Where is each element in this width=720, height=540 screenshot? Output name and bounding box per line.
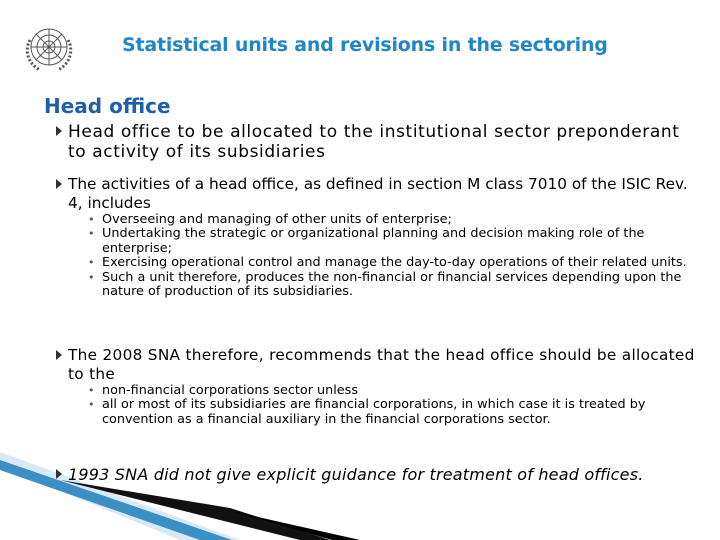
bullet-item <box>44 122 700 166</box>
sub-item-text: Overseeing and managing of other units of enterprise; <box>102 212 452 227</box>
bullet-text: 1993 SNA did not give explicit guidance for treatment of head offices. <box>68 465 644 484</box>
sub-item-text: Exercising operational control and manage the day-to-day operations of their related units. <box>102 255 687 271</box>
sub-list-item: • Overseeing and managing of other units of enterprise; <box>88 212 452 227</box>
sub-list-item: • non-financial corporations sector unless <box>88 383 359 398</box>
bullet-item <box>44 175 700 335</box>
sub-list-item: • Exercising operational control and manage the day-to-day operations of their related units. <box>88 255 687 271</box>
bullet-text: Head office to be allocated to the institutional sector preponderant to activity of its subsidiaries <box>68 122 680 162</box>
bullet-item <box>44 346 700 446</box>
sub-item-text: non-financial corporations sector unless <box>102 383 359 398</box>
sub-list <box>88 213 700 299</box>
bullet-arrow-icon <box>56 350 62 360</box>
bullet-text: The activities of a head office, as defined in section M class 7010 of the ISIC Rev. 4, includes <box>68 175 688 212</box>
sub-list-item: • Such a unit therefore, produces the non-financial or financial services depending upon the nature of production of its subsidiaries. <box>88 269 682 300</box>
sub-list-item: • all or most of its subsidiaries are financial corporations, in which case it is treated by convention as a financial auxiliary in the financial corporations sector. <box>88 397 646 427</box>
bullet-arrow-icon <box>56 469 62 479</box>
decorative-swoosh <box>0 440 720 540</box>
bullet-text: The 2008 SNA therefore, recommends that the head office should be allocated to the <box>68 346 695 383</box>
sub-item-text: all or most of its subsidiaries are financial corporations, in which case it is treated by convention as a financial auxiliary in the financial corporations sector. <box>102 397 646 427</box>
bullet-arrow-icon <box>56 126 62 136</box>
bullet-item <box>44 465 700 489</box>
sub-list-item: • Undertaking the strategic or organizational planning and decision making role of the enterprise; <box>88 226 645 256</box>
sub-item-text: Such a unit therefore, produces the non-financial or financial services depending upon the nature of production of its subsidiaries. <box>102 269 682 300</box>
bullet-arrow-icon <box>56 179 62 189</box>
slide-title: Statistical units and revisions in the sectoring <box>122 34 608 56</box>
section-heading: Head office <box>44 94 171 118</box>
sub-item-text: Undertaking the strategic or organizational planning and decision making role of the enterprise; <box>102 226 645 256</box>
un-emblem-icon <box>20 18 78 76</box>
sub-list <box>88 384 700 427</box>
